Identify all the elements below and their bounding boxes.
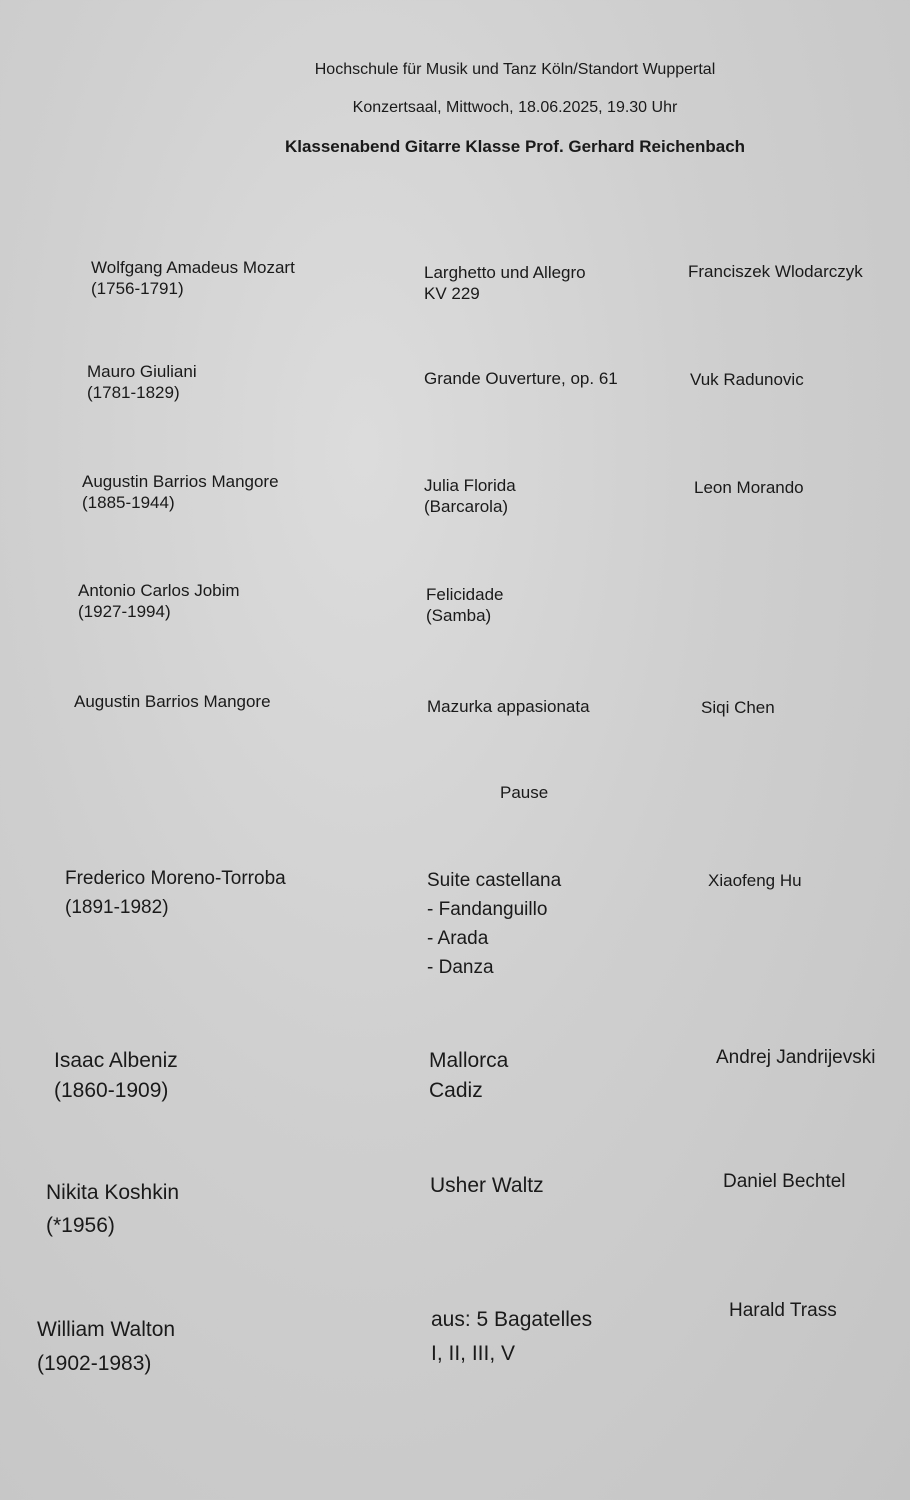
work-entry — [429, 1046, 508, 1107]
event-title: Klassenabend Gitarre Klasse Prof. Gerhard Reichenbach — [284, 137, 746, 156]
composer-dates: (1860-1909) — [54, 1079, 169, 1103]
work-entry — [427, 867, 561, 983]
composer-entry — [78, 580, 240, 623]
work-title: Suite castellana — [427, 870, 562, 891]
intermission: Pause — [500, 783, 549, 802]
work-title: Mazurka appasionata — [427, 697, 590, 716]
composer-entry — [46, 1177, 179, 1242]
venue-date: Konzertsaal, Mittwoch, 18.06.2025, 19.30 Uhr — [352, 99, 678, 116]
composer-entry — [37, 1313, 175, 1380]
composer-name: Augustin Barrios Mangore — [74, 692, 271, 711]
work-entry — [430, 1173, 544, 1199]
composer-dates: (1902-1983) — [37, 1351, 152, 1375]
composer-name: Augustin Barrios Mangore — [82, 472, 279, 491]
work-entry — [424, 368, 618, 389]
composer-name: Nikita Koshkin — [46, 1181, 180, 1204]
work-movement: - Danza — [427, 956, 494, 978]
work-entry — [431, 1303, 592, 1370]
performer: Harald Trass — [729, 1300, 837, 1321]
work-movement: - Arada — [427, 927, 489, 949]
work-title: aus: 5 Bagatelles — [431, 1308, 593, 1331]
work-movement: - Fandanguillo — [427, 898, 548, 920]
composer-entry — [82, 471, 279, 514]
composer-name: Isaac Albeniz — [54, 1049, 178, 1072]
composer-dates: (1756-1791) — [91, 279, 184, 299]
work-entry — [424, 475, 516, 518]
work-detail: (Samba) — [426, 606, 492, 626]
composer-name: Antonio Carlos Jobim — [78, 581, 240, 600]
composer-entry — [65, 865, 286, 922]
performer: Daniel Bechtel — [723, 1171, 846, 1192]
work-title: Julia Florida — [424, 476, 516, 495]
composer-dates: (1781-1829) — [87, 383, 180, 403]
composer-name: Mauro Giuliani — [87, 362, 197, 381]
composer-dates: (1885-1944) — [82, 493, 175, 513]
work-detail: I, II, III, V — [431, 1341, 516, 1365]
composer-name: William Walton — [37, 1318, 176, 1341]
performer: Vuk Radunovic — [690, 370, 804, 389]
work-title: Felicidade — [426, 585, 504, 604]
work-title: Grande Ouverture, op. 61 — [424, 369, 618, 388]
performer: Andrej Jandrijevski — [716, 1047, 876, 1068]
work-detail: (Barcarola) — [424, 497, 509, 517]
performer: Franciszek Wlodarczyk — [688, 262, 863, 281]
composer-entry — [87, 361, 197, 404]
work-detail: Cadiz — [429, 1079, 483, 1103]
composer-entry — [91, 257, 295, 300]
composer-entry — [74, 691, 271, 712]
composer-dates: (*1956) — [46, 1213, 115, 1237]
work-detail: KV 229 — [424, 284, 480, 304]
institution: Hochschule für Musik und Tanz Köln/Standort Wuppertal — [314, 61, 716, 78]
performer: Xiaofeng Hu — [708, 871, 802, 890]
performer: Leon Morando — [694, 478, 804, 497]
work-entry — [426, 584, 504, 627]
composer-dates: (1891-1982) — [65, 896, 169, 918]
performer: Siqi Chen — [701, 698, 775, 717]
work-entry — [424, 262, 586, 305]
composer-name: Frederico Moreno-Torroba — [65, 868, 286, 889]
composer-entry — [54, 1046, 178, 1107]
work-title: Larghetto und Allegro — [424, 263, 586, 282]
composer-name: Wolfgang Amadeus Mozart — [91, 258, 295, 277]
composer-dates: (1927-1994) — [78, 602, 171, 622]
work-title: Mallorca — [429, 1049, 509, 1072]
work-entry — [427, 696, 590, 717]
work-title: Usher Waltz — [430, 1174, 544, 1197]
